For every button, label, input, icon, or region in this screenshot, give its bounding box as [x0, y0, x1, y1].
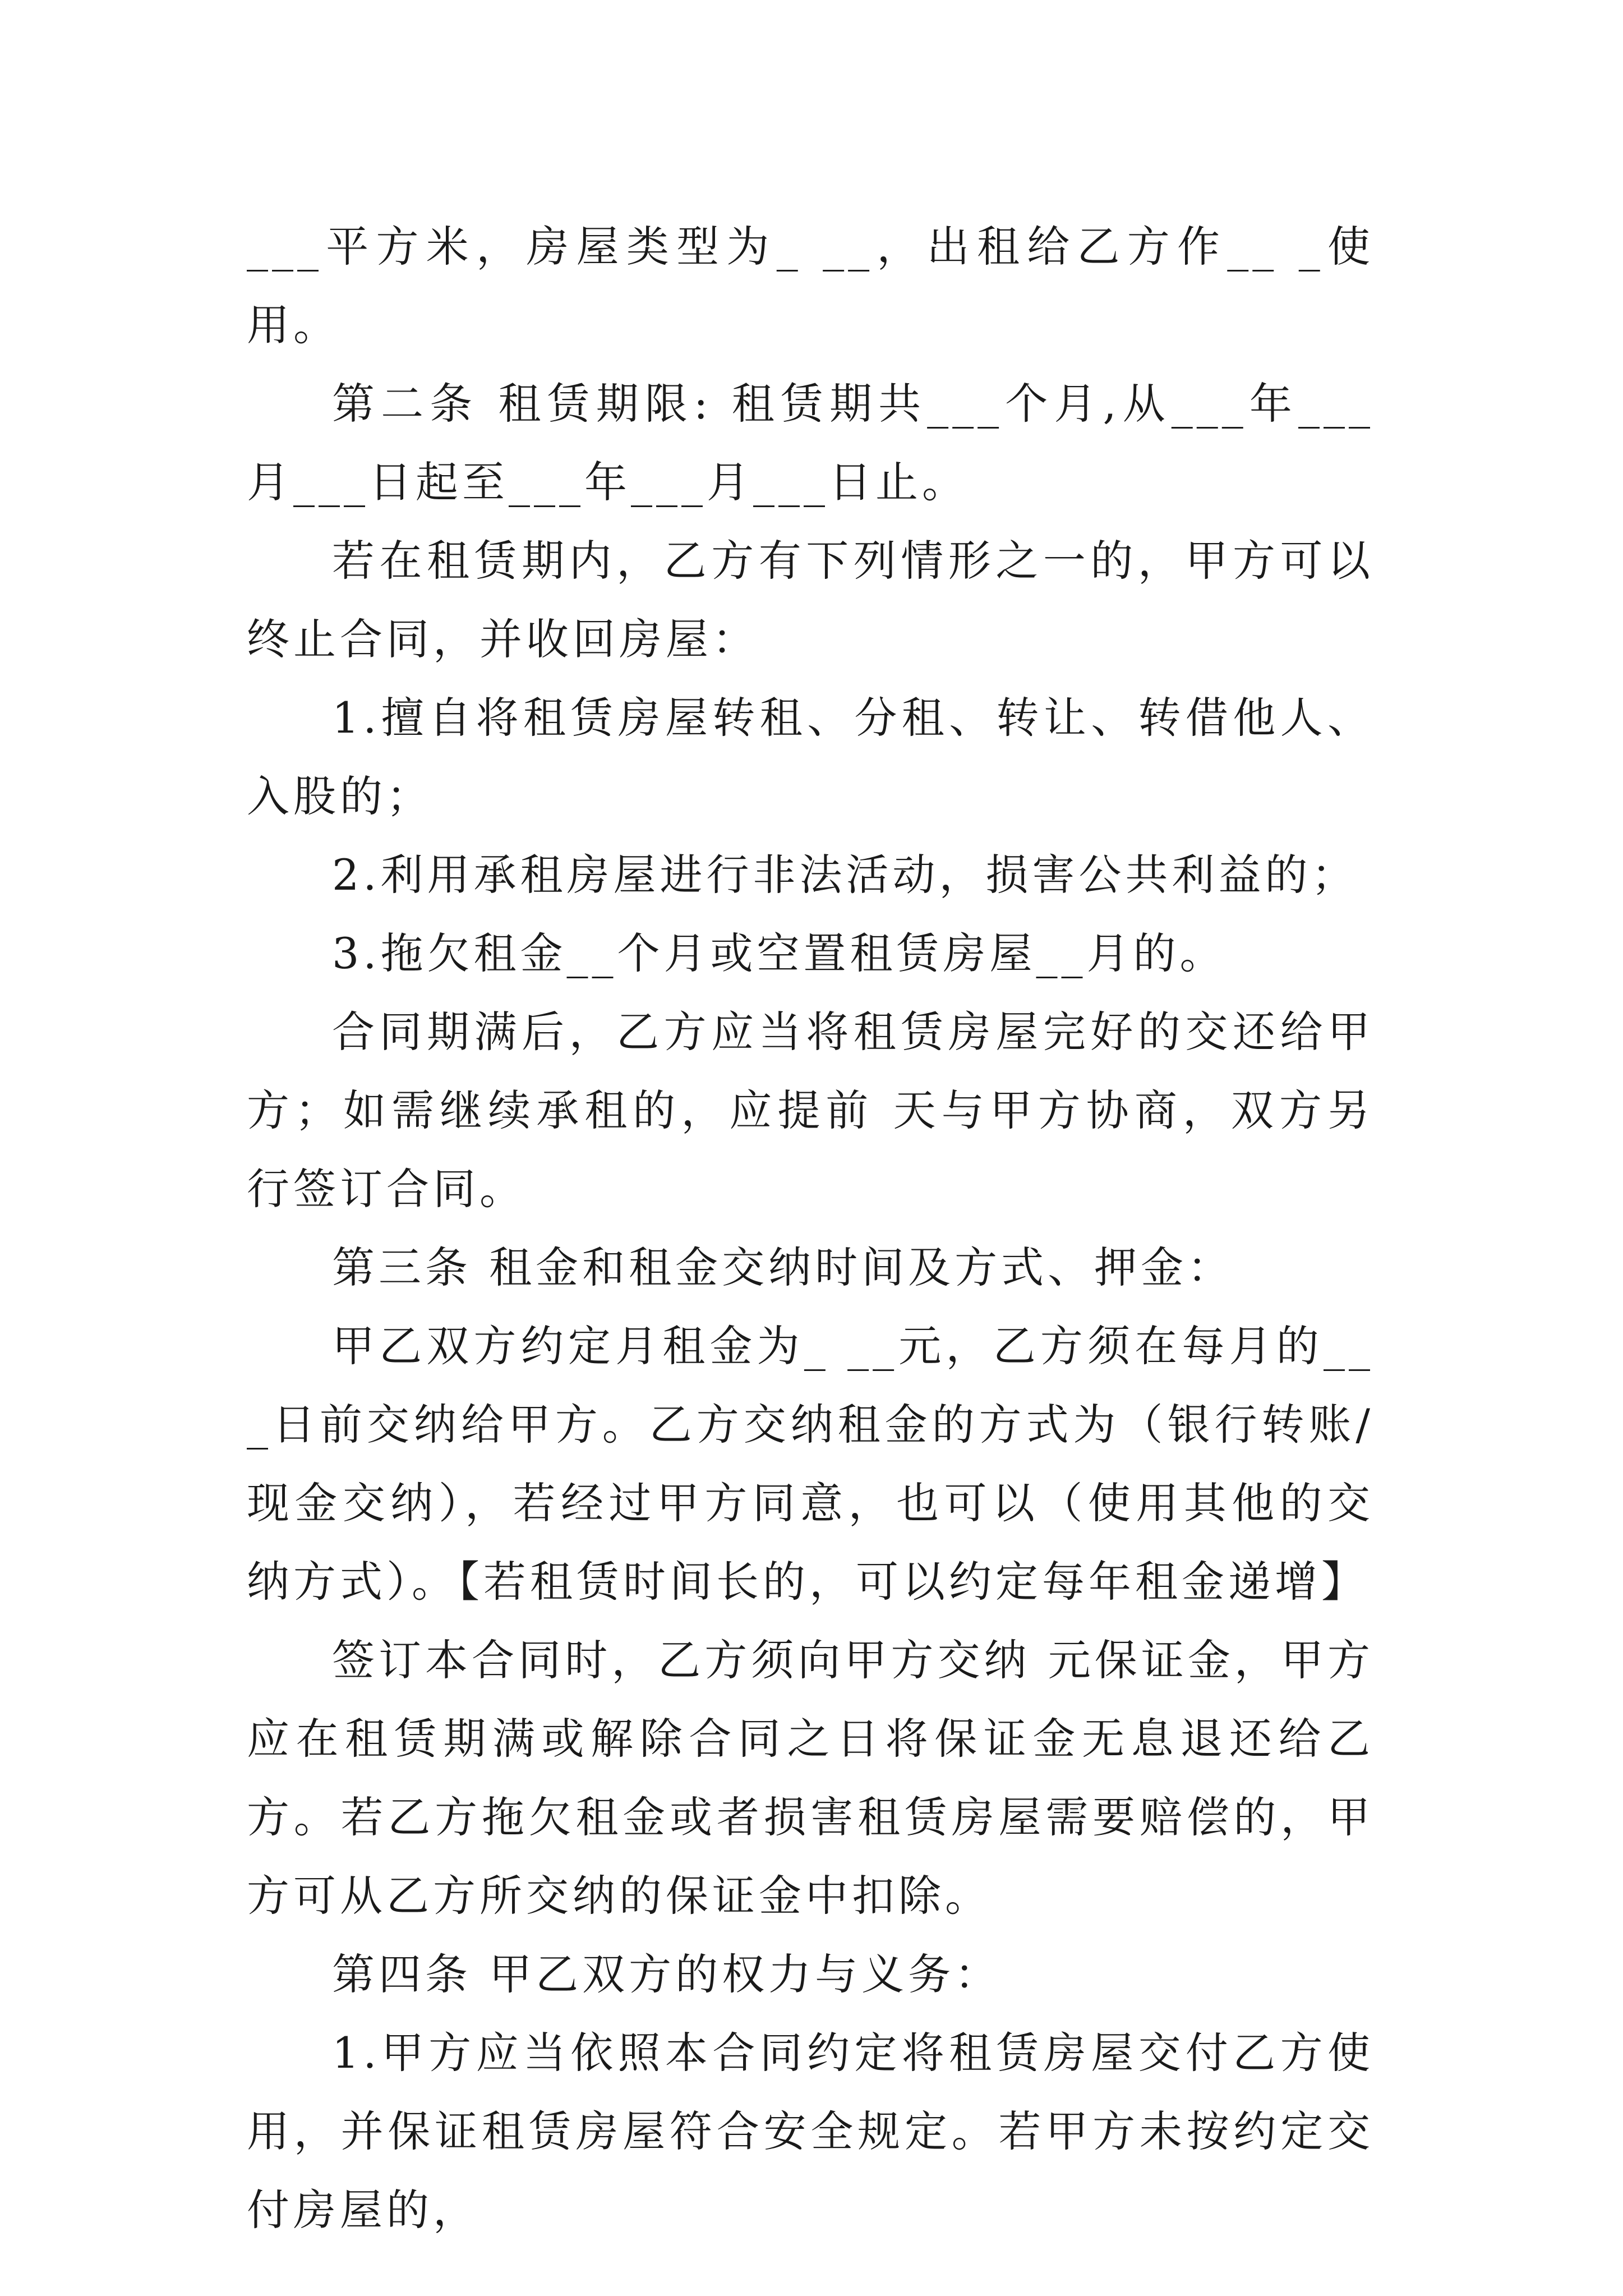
list-item-rent-arrears: 3.拖欠租金__个月或空置租赁房屋__月的。	[332, 928, 1227, 978]
paragraph-article-3-heading: 第三条 租金和租金交纳时间及方式、押金：	[332, 1243, 1234, 1292]
paragraph-termination-conditions: 若在租赁期内，乙方有下列情形之一的，甲方可以终止合同，并收回房屋：	[247, 536, 1374, 664]
paragraph-deposit: 签订本合同时，乙方须向甲方交纳 元保证金，甲方应在租赁期满或解除合同之日将保证金无息退还给乙方。若乙方拖欠租金或者损害租赁房屋需要赔偿的，甲方可从乙方所交纳的保证金中扣除。	[247, 1635, 1374, 1921]
paragraph-monthly-rent: 甲乙双方约定月租金为_ __元，乙方须在每月的___日前交纳给甲方。乙方交纳租金的方式为（银行转账/现金交纳），若经过甲方同意，也可以（使用其他的交纳方式）。【若租赁时间长的，可以约定每年租金递增】	[247, 1321, 1374, 1607]
paragraph-lease-expiry: 合同期满后，乙方应当将租赁房屋完好的交还给甲方；如需继续承租的，应提前 天与甲方协商，双方另行签订合同。	[247, 1007, 1374, 1214]
paragraph-article-2-lease-term: 第二条 租赁期限: 租赁期共___个月,从___年___月___日起至___年___月___日止。	[247, 379, 1374, 507]
paragraph-area-and-use: ___平方米，房屋类型为_ __，出租给乙方作__ _使用。	[247, 222, 1374, 350]
paragraph-article-4-heading: 第四条 甲乙双方的权力与义务：	[332, 1949, 1002, 1999]
contract-body	[247, 208, 1374, 2249]
list-item-illegal-use: 2.利用承租房屋进行非法活动，损害公共利益的；	[332, 850, 1358, 900]
list-item-landlord-duty: 1.甲方应当依照本合同约定将租赁房屋交付乙方使用，并保证租赁房屋符合安全规定。若甲方未按约定交付房屋的，	[247, 2028, 1374, 2235]
list-item-sublet: 1.擅自将租赁房屋转租、分租、转让、转借他人、入股的；	[247, 693, 1374, 821]
